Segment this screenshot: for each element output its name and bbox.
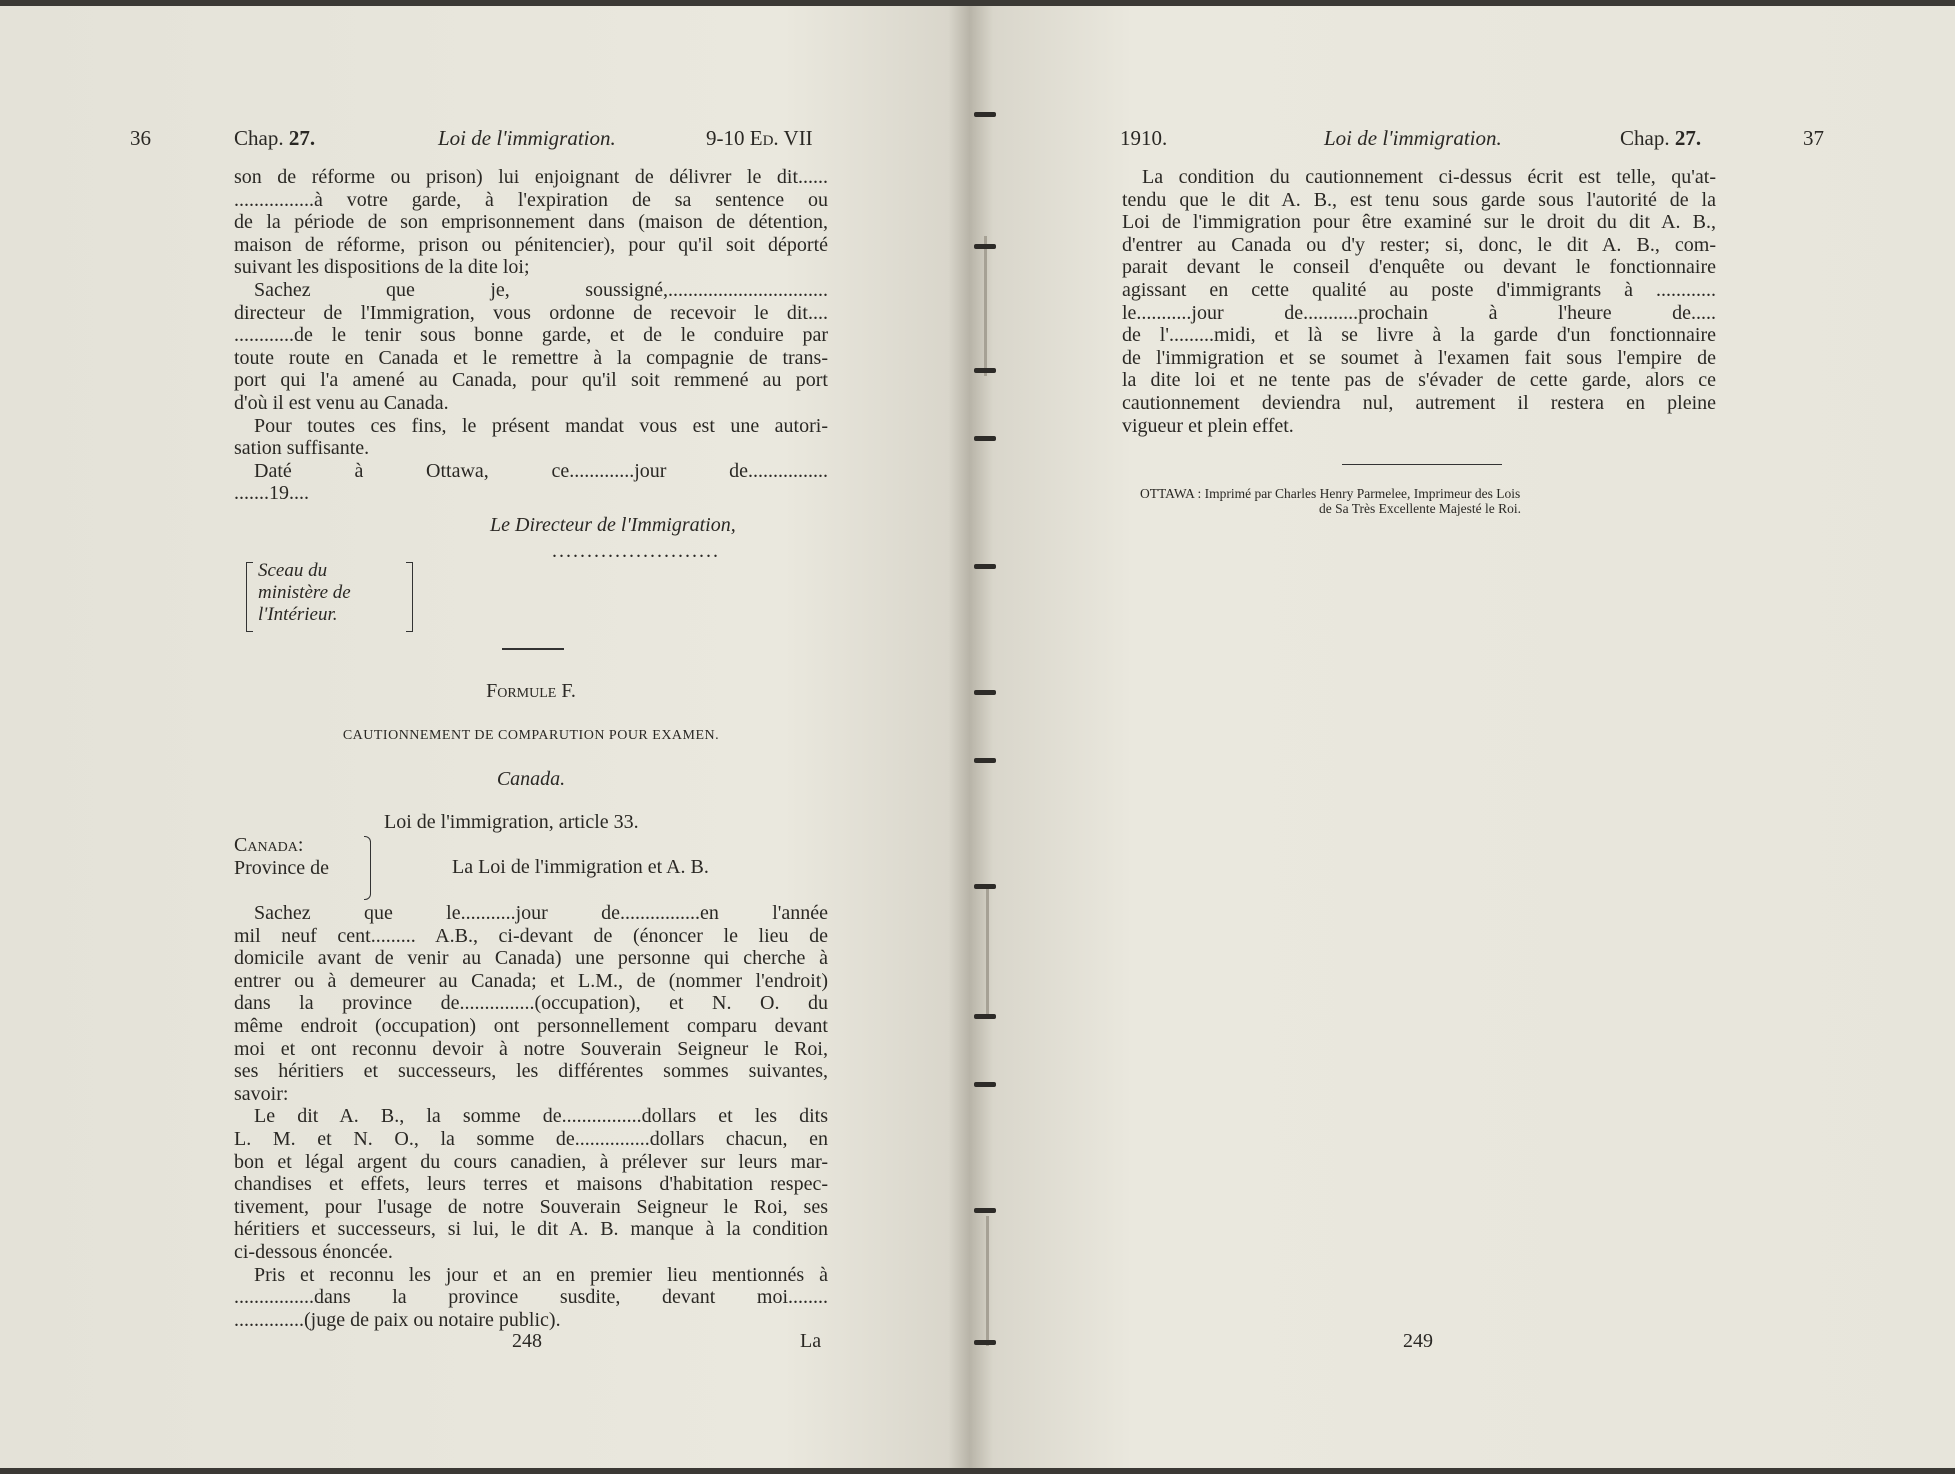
text-line: Daté à Ottawa, ce.............jour de................ bbox=[254, 459, 828, 482]
running-title: Loi de l'immigration. bbox=[438, 126, 616, 150]
form-subtitle: CAUTIONNEMENT DE COMPARUTION POUR EXAMEN. bbox=[342, 728, 720, 743]
text-line: d'où il est venu au Canada. bbox=[234, 391, 449, 414]
text-line: Pris et reconnu les jour et an en premier lieu mentionnés à bbox=[254, 1263, 828, 1286]
text-line: héritiers et successeurs, si lui, le dit A. B. manque à la condition bbox=[234, 1218, 828, 1241]
left-page bbox=[0, 6, 975, 1468]
condition-text bbox=[1122, 166, 1716, 437]
text-line: Sachez que le...........jour de................en l'année bbox=[254, 902, 828, 924]
text-line: son de réforme ou prison) lui enjoignant de délivrer le dit...... bbox=[234, 166, 828, 188]
text-line: L. M. et N. O., la somme de...............dollars chacun, en bbox=[234, 1127, 828, 1150]
text-line: domicile avant de venir au Canada) une personne qui cherche à bbox=[234, 947, 828, 970]
parties: La Loi de l'immigration et A. B. bbox=[452, 856, 709, 878]
director-signature: Le Directeur de l'Immigration, bbox=[490, 514, 736, 536]
running-title: Loi de l'immigration. bbox=[1324, 126, 1502, 150]
form-title: Formule F. bbox=[486, 680, 576, 702]
left-page-number: 36 bbox=[130, 126, 151, 150]
text-line: agissant en cette qualité au poste d'immigrants à ............ bbox=[1122, 278, 1716, 301]
text-line: maison de réforme, prison ou pénitencier), pour qu'il soit déporté bbox=[234, 233, 828, 256]
right-page-number: 37 bbox=[1803, 126, 1824, 150]
text-line: moi et ont reconnu devoir à notre Souverain Seigneur le Roi, bbox=[234, 1037, 828, 1060]
seal-notice: Sceau du ministère de l'Intérieur. bbox=[258, 560, 351, 625]
seal-bracket-right bbox=[406, 562, 413, 632]
text-line: la dite loi et ne tente pas de s'évader de cette garde, alors ce bbox=[1122, 369, 1716, 392]
text-line: de la période de son emprisonnement dans (maison de détention, bbox=[234, 211, 828, 234]
text-line: sation suffisante. bbox=[234, 437, 370, 460]
text-line: le...........jour de...........prochain à l'heure de..... bbox=[1122, 301, 1716, 324]
text-line: port qui l'a amené au Canada, pour qu'il soit remmené au port bbox=[234, 369, 828, 392]
text-line: ............de le tenir sous bonne garde, et de le conduire par bbox=[234, 324, 828, 347]
right-page bbox=[980, 6, 1955, 1468]
text-line: chandises et effets, leurs terres et maisons d'habitation respec- bbox=[234, 1173, 828, 1196]
text-line: ..............(juge de paix ou notaire public). bbox=[234, 1308, 561, 1331]
text-line: Le dit A. B., la somme de................dollars et les dits bbox=[254, 1105, 828, 1128]
imprint-rule bbox=[1342, 464, 1502, 465]
venue bbox=[234, 834, 374, 879]
act-reference: Loi de l'immigration, article 33. bbox=[384, 811, 639, 833]
text-line: même endroit (occupation) ont personnellement comparu devant bbox=[234, 1014, 828, 1037]
text-line: tendu que le dit A. B., est tenu sous garde sous l'autorité de la bbox=[1122, 188, 1716, 211]
text-line: vigueur et plein effet. bbox=[1122, 414, 1294, 437]
year: 1910. bbox=[1120, 126, 1168, 150]
regnal-year: 9-10 Ed. VII bbox=[706, 126, 813, 150]
text-line: ................dans la province susdite, devant moi........ bbox=[234, 1286, 828, 1309]
text-line: suivant les dispositions de la dite loi; bbox=[234, 256, 530, 279]
imprint-line: de Sa Très Excellente Majesté le Roi. bbox=[1318, 501, 1522, 516]
text-line: mil neuf cent......... A.B., ci-devant de (énoncer le lieu de bbox=[234, 924, 828, 947]
text-line: entrer ou à demeurer au Canada; et L.M., de (nommer l'endroit) bbox=[234, 969, 828, 992]
warrant-text bbox=[234, 166, 828, 505]
venue-bracket bbox=[364, 836, 371, 900]
text-line: directeur de l'Immigration, vous ordonne de recevoir le dit.... bbox=[234, 301, 828, 324]
text-line: Loi de l'immigration pour être examiné sur le droit du dit A. B., bbox=[1122, 211, 1716, 234]
text-line: ci-dessous énoncée. bbox=[234, 1240, 393, 1263]
right-folio: 249 bbox=[1403, 1330, 1433, 1352]
text-line: dans la province de...............(occupation), et N. O. du bbox=[234, 992, 828, 1015]
chapter-label: Chap. 27. bbox=[1620, 126, 1702, 150]
text-line: toute route en Canada et le remettre à la compagnie de trans- bbox=[234, 346, 828, 369]
venue-province: Province de bbox=[234, 856, 329, 879]
section-rule bbox=[502, 648, 564, 650]
text-line: d'entrer au Canada ou d'y rester; si, donc, le dit A. B., com- bbox=[1122, 233, 1716, 256]
text-line: ses héritiers et successeurs, les différentes sommes suivantes, bbox=[234, 1060, 828, 1083]
country-heading: Canada. bbox=[496, 768, 566, 790]
bond-text bbox=[234, 902, 828, 1331]
text-line: cautionnement deviendra nul, autrement il restera en pleine bbox=[1122, 391, 1716, 414]
text-line: de l'immigration et se soumet à l'examen fait sous l'empire de bbox=[1122, 346, 1716, 369]
text-line: parait devant le conseil d'enquête ou devant le fonctionnaire bbox=[1122, 256, 1716, 279]
text-line: tivement, pour l'usage de notre Souverain Seigneur le Roi, ses bbox=[234, 1195, 828, 1218]
text-line: bon et légal argent du cours canadien, à prélever sur leurs mar- bbox=[234, 1150, 828, 1173]
signature-line: ........................ bbox=[552, 540, 720, 562]
text-line: La condition du cautionnement ci-dessus écrit est telle, qu'at- bbox=[1142, 166, 1716, 188]
catchword: La bbox=[800, 1330, 822, 1352]
left-folio: 248 bbox=[512, 1330, 542, 1352]
text-line: de l'.........midi, et là se livre à la garde d'un fonctionnaire bbox=[1122, 324, 1716, 347]
text-line: .......19.... bbox=[234, 482, 309, 505]
chapter-label: Chap. 27. bbox=[234, 126, 316, 150]
text-line: Pour toutes ces fins, le présent mandat vous est une autori- bbox=[254, 414, 828, 437]
text-line: ................à votre garde, à l'expiration de sa sentence ou bbox=[234, 188, 828, 211]
book-spread bbox=[0, 6, 1955, 1468]
seal-bracket-left bbox=[246, 562, 253, 632]
venue-country: Canada: bbox=[234, 834, 304, 856]
printer-imprint bbox=[1140, 486, 1700, 516]
imprint-line: OTTAWA : Imprimé par Charles Henry Parmelee, Imprimeur des Lois bbox=[1140, 486, 1521, 501]
text-line: Sachez que je, soussigné,................................ bbox=[254, 278, 828, 301]
text-line: savoir: bbox=[234, 1082, 289, 1105]
